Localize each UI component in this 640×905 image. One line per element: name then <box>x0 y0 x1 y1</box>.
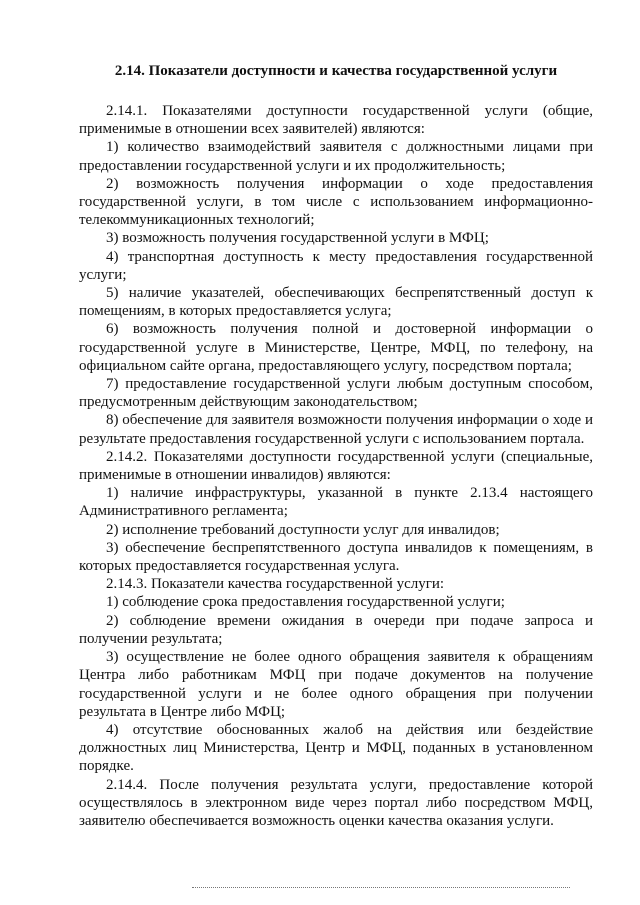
paragraph: 1) количество взаимодействий заявителя с должностными лицами при предоставлении государственной услуги и их продолжительность; <box>79 139 593 174</box>
section-body <box>79 102 593 830</box>
paragraph: 3) обеспечение беспрепятственного доступа инвалидов к помещениям, в которых предоставляется государственная услуга. <box>79 539 593 575</box>
paragraph: 2) соблюдение времени ожидания в очереди при подаче запроса и получении результата; <box>79 612 593 647</box>
paragraph: 2.14.4. После получения результата услуги, предоставление которой осуществлялось в электронном виде через портал либо посредством МФЦ, заявителю обеспечивается возможность оценки качества оказания услуги. <box>79 776 593 829</box>
paragraph: 3) возможность получения государственной услуги в МФЦ; <box>106 230 489 247</box>
section-title: 2.14. Показатели доступности и качества государственной услуги <box>114 63 558 79</box>
paragraph: 4) транспортная доступность к месту предоставления государственной услуги; <box>79 248 593 283</box>
paragraph: 8) обеспечение для заявителя возможности получения информации о ходе и результате предоставления государственной услуги с использованием портала. <box>79 412 593 447</box>
paragraph: 2.14.3. Показатели качества государственной услуги: <box>106 576 445 593</box>
paragraph: 3) осуществление не более одного обращения заявителя к обращениям Центра либо работникам МФЦ при подаче документов на получение государственной услуги и не более одного обращения при получении результата в Центре либо МФЦ; <box>79 649 593 720</box>
paragraph: 7) предоставление государственной услуги любым доступным способом, предусмотренным действующим законодательством; <box>79 376 593 411</box>
paragraph: 2) возможность получения информации о ходе предоставления государственной услуги, в том числе с использованием информационно-телекоммуникационных технологий; <box>79 175 593 229</box>
paragraph: 4) отсутствие обоснованных жалоб на действия или бездействие должностных лиц Министерства, Центр и МФЦ, поданных в установленном порядке. <box>79 721 593 775</box>
paragraph: 5) наличие указателей, обеспечивающих беспрепятственный доступ к помещениям, в которых предоставляется услуга; <box>79 285 593 320</box>
footer-divider <box>192 887 570 888</box>
paragraph: 2.14.2. Показателями доступности государственной услуги (специальные, применимые в отношении инвалидов) являются: <box>79 448 593 484</box>
paragraph: 1) соблюдение срока предоставления государственной услуги; <box>106 594 505 611</box>
paragraph: 2) исполнение требований доступности услуг для инвалидов; <box>106 521 500 538</box>
paragraph: 6) возможность получения полной и достоверной информации о государственной услуге в Министерстве, Центре, МФЦ, по телефону, на официальном сайте органа, предоставляющего услугу, посредством портала; <box>79 321 593 374</box>
document-page <box>79 62 593 830</box>
paragraph: 2.14.1. Показателями доступности государственной услуги (общие, применимые в отношении всех заявителей) являются: <box>79 103 593 138</box>
paragraph: 1) наличие инфраструктуры, указанной в пункте 2.13.4 настоящего Административного регламента; <box>79 485 593 520</box>
